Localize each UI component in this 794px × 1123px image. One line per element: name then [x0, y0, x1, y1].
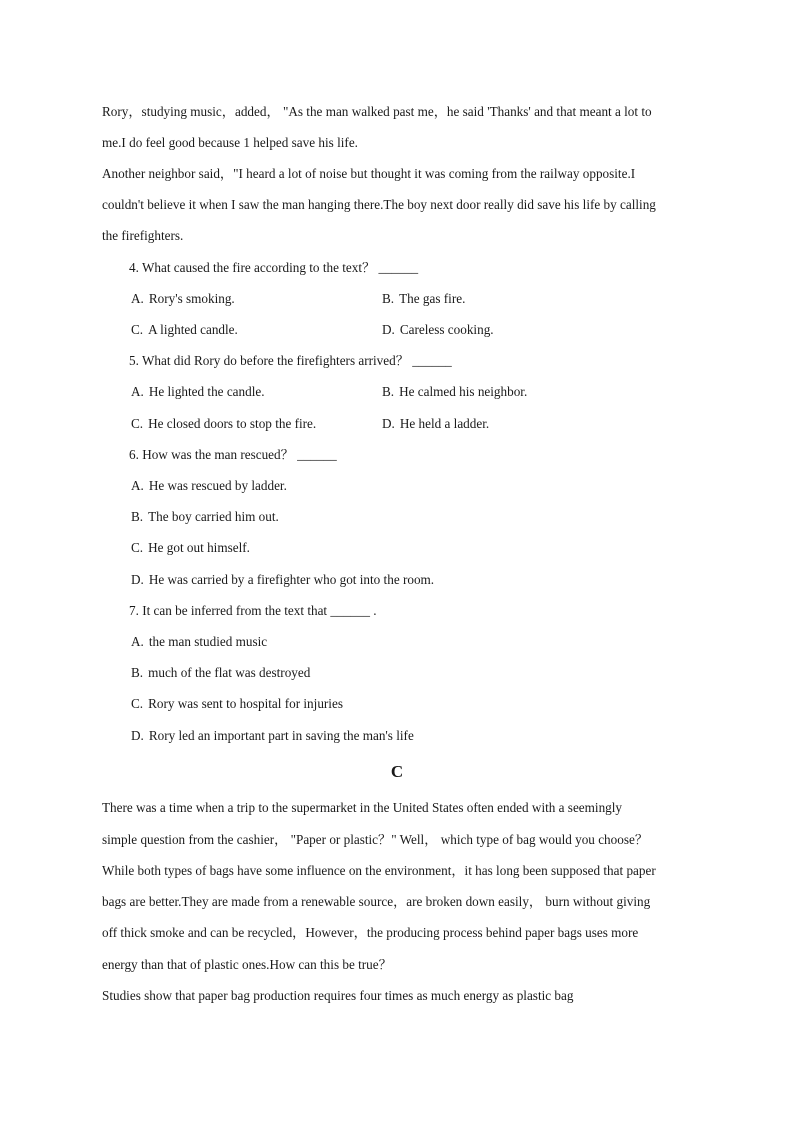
option-letter: A. — [131, 291, 144, 306]
option-text: The boy carried him out. — [148, 509, 279, 524]
question-7-option-b — [131, 665, 310, 681]
option-letter: C. — [131, 322, 144, 337]
option-letter: C. — [131, 416, 144, 431]
question-5-option-c — [131, 416, 316, 432]
question-7-option-a — [131, 634, 267, 650]
option-text: the man studied music — [148, 634, 268, 649]
passage-line: While both types of bags have some influence on the environment，it has long been supposed that paper — [102, 863, 656, 878]
option-text: He got out himself. — [148, 540, 250, 555]
option-letter: B. — [382, 384, 395, 399]
option-text: He lighted the candle. — [148, 384, 265, 399]
question-6-option-b — [131, 509, 279, 525]
question-7-stem: 7. It can be inferred from the text that ______ . — [129, 603, 377, 618]
question-4-stem: 4. What caused the fire according to the text？ ______ — [129, 260, 419, 275]
question-6-stem: 6. How was the man rescued？ ______ — [129, 447, 337, 462]
option-text: He was carried by a firefighter who got into the room. — [148, 572, 435, 587]
question-7-option-d — [131, 728, 414, 744]
passage-line: off thick smoke and can be recycled，However，the producing process behind paper bags uses more — [102, 925, 639, 940]
section-heading: C — [390, 762, 404, 781]
option-text: He calmed his neighbor. — [399, 384, 528, 399]
question-4-option-d — [382, 322, 494, 338]
option-text: He closed doors to stop the fire. — [148, 416, 317, 431]
option-text: Rory led an important part in saving the man's life — [148, 728, 414, 743]
question-4-option-a — [131, 291, 235, 307]
option-text: much of the flat was destroyed — [148, 665, 311, 680]
question-7-option-c — [131, 696, 343, 712]
option-letter: D. — [382, 322, 395, 337]
question-6-option-d — [131, 572, 434, 588]
option-letter: B. — [131, 509, 144, 524]
question-4-option-c — [131, 322, 238, 338]
option-text: He was rescued by ladder. — [148, 478, 287, 493]
question-5-option-b — [382, 384, 527, 400]
option-letter: A. — [131, 384, 144, 399]
passage-line: simple question from the cashier， "Paper or plastic？" Well， which type of bag would you choose？ — [102, 832, 649, 847]
option-letter: D. — [131, 728, 144, 743]
option-letter: C. — [131, 540, 144, 555]
option-text: A lighted candle. — [148, 322, 238, 337]
passage-line: Rory，studying music，added， "As the man walked past me，he said 'Thanks' and that meant a lot to — [102, 104, 652, 119]
passage-line: energy than that of plastic ones.How can this be true？ — [102, 957, 392, 972]
question-6-option-a — [131, 478, 287, 494]
option-letter: B. — [131, 665, 144, 680]
question-5-option-d — [382, 416, 489, 432]
passage-line: Another neighbor said，"I heard a lot of noise but thought it was coming from the railway opposite.I — [102, 166, 636, 181]
question-5-stem: 5. What did Rory do before the firefighters arrived？ ______ — [129, 353, 452, 368]
passage-line: me.I do feel good because 1 helped save his life. — [102, 135, 358, 150]
option-letter: D. — [382, 416, 395, 431]
option-letter: D. — [131, 572, 144, 587]
passage-line: There was a time when a trip to the supermarket in the United States often ended with a seemingly — [102, 800, 623, 815]
question-4-option-b — [382, 291, 465, 307]
passage-line: couldn't believe it when I saw the man hanging there.The boy next door really did save his life by calling — [102, 197, 656, 212]
option-text: The gas fire. — [399, 291, 466, 306]
question-6-option-c — [131, 540, 250, 556]
option-text: He held a ladder. — [399, 416, 490, 431]
option-text: Rory was sent to hospital for injuries — [148, 696, 343, 711]
option-letter: C. — [131, 696, 144, 711]
option-letter: B. — [382, 291, 395, 306]
option-letter: A. — [131, 478, 144, 493]
option-text: Careless cooking. — [399, 322, 494, 337]
passage-line: Studies show that paper bag production requires four times as much energy as plastic bag — [102, 988, 574, 1003]
option-letter: A. — [131, 634, 144, 649]
question-5-option-a — [131, 384, 265, 400]
option-text: Rory's smoking. — [148, 291, 235, 306]
passage-line: bags are better.They are made from a renewable source，are broken down easily， burn without giving — [102, 894, 651, 909]
passage-line: the firefighters. — [102, 228, 184, 243]
